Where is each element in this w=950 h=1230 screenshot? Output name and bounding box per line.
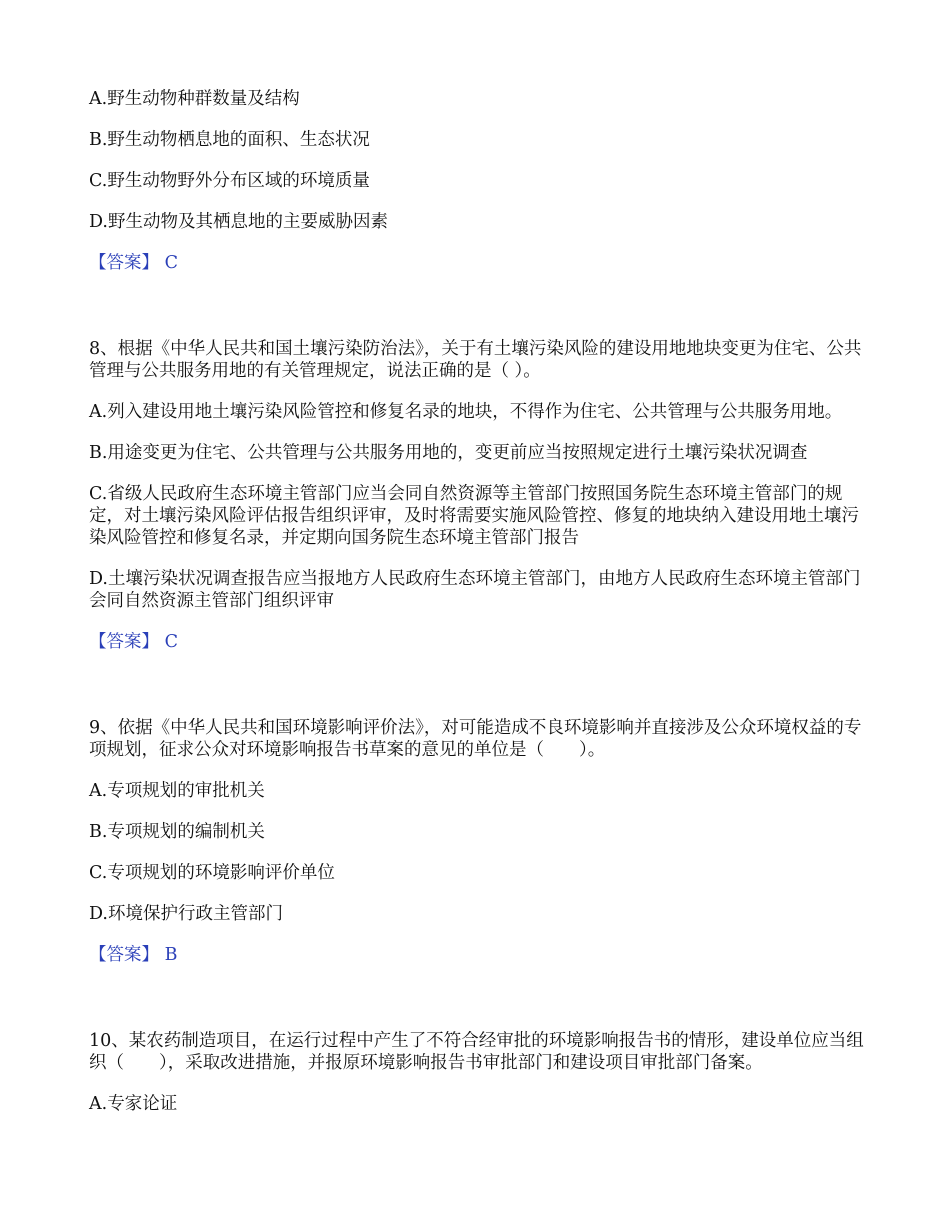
- answer-line: [89, 252, 869, 274]
- option-d: D.土壤污染状况调查报告应当报地方人民政府生态环境主管部门，由地方人民政府生态环境主管部门会同自然资源主管部门组织评审: [89, 569, 861, 611]
- answer-label: 【答案】: [89, 253, 159, 273]
- spacer: [89, 653, 869, 717]
- question-block-8: [89, 338, 869, 653]
- answer-label: 【答案】: [89, 945, 159, 965]
- question-stem: 8、根据《中华人民共和国土壤污染防治法》，关于有土壤污染风险的建设用地地块变更为住宅、公共管理与公共服务用地的有关管理规定，说法正确的是（ ）。: [89, 339, 862, 381]
- option-a: A.专家论证: [89, 1094, 178, 1114]
- answer-value: B: [164, 945, 178, 965]
- spacer: [89, 274, 869, 338]
- option-a: A.列入建设用地土壤污染风险管控和修复名录的地块，不得作为住宅、公共管理与公共服务用地。: [89, 402, 843, 422]
- option-c: C.专项规划的环境影响评价单位: [89, 863, 335, 883]
- question-stem: 10、某农药制造项目，在运行过程中产生了不符合经审批的环境影响报告书的情形，建设单位应当组织（ ），采取改进措施，并报原环境影响报告书审批部门和建设项目审批部门备案。: [89, 1031, 864, 1073]
- answer-line: [89, 944, 869, 966]
- option-b: B.用途变更为住宅、公共管理与公共服务用地的，变更前应当按照规定进行土壤污染状况调查: [89, 443, 808, 463]
- option-c: C.省级人民政府生态环境主管部门应当会同自然资源等主管部门按照国务院生态环境主管部门的规定，对土壤污染风险评估报告组织评审，及时将需要实施风险管控、修复的地块纳入建设用地土壤污染风险管控和修复名录，并定期向国务院生态环境主管部门报告: [89, 484, 859, 548]
- option-a: A.专项规划的审批机关: [89, 781, 265, 801]
- option-a: A.野生动物种群数量及结构: [89, 89, 300, 109]
- answer-value: C: [164, 632, 178, 652]
- answer-value: C: [164, 253, 178, 273]
- question-block-7: [89, 88, 869, 274]
- answer-label: 【答案】: [89, 632, 159, 652]
- spacer: [89, 966, 869, 1030]
- question-block-10: [89, 1030, 869, 1115]
- option-d: D.环境保护行政主管部门: [89, 904, 283, 924]
- question-stem: 9、依据《中华人民共和国环境影响评价法》，对可能造成不良环境影响并直接涉及公众环境权益的专项规划，征求公众对环境影响报告书草案的意见的单位是（ ）。: [89, 718, 862, 760]
- option-b: B.专项规划的编制机关: [89, 822, 265, 842]
- question-block-9: [89, 717, 869, 966]
- option-c: C.野生动物野外分布区域的环境质量: [89, 171, 370, 191]
- document-page: [89, 88, 869, 1134]
- option-d: D.野生动物及其栖息地的主要威胁因素: [89, 212, 388, 232]
- option-b: B.野生动物栖息地的面积、生态状况: [89, 130, 370, 150]
- answer-line: [89, 631, 869, 653]
